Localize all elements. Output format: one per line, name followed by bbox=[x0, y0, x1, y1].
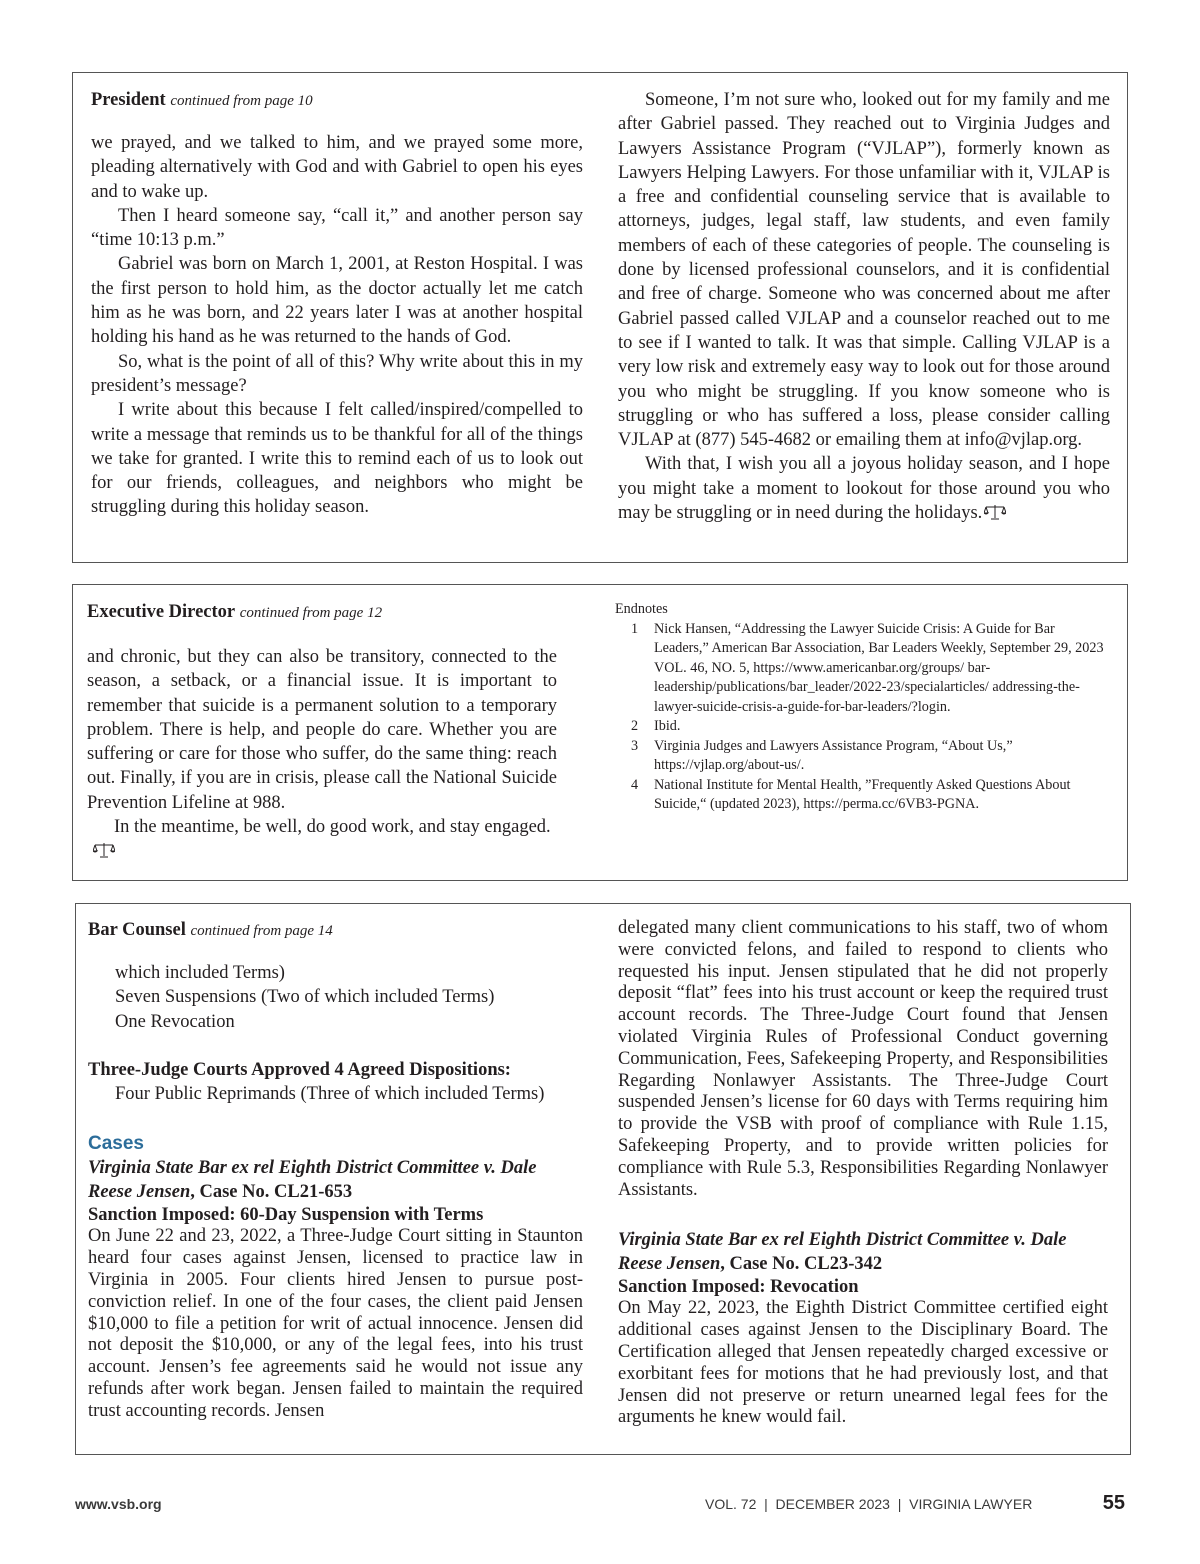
paragraph-text: In the meantime, be well, do good work, and stay engaged. bbox=[114, 817, 551, 838]
endnote-text: Nick Hansen, “Addressing the Lawyer Suicide Crisis: A Guide for Bar Leaders,” American Bar Association, Bar Leaders Weekly, September 29, 2023 VOL. 46, NO. 5, https://www.americanbar.org/groups/ bar-leadership/publications/bar_leader/2022-23/specialarticles/ addressing-the-lawyer-suicide-crisis-a-guide-for-bar-leaders/?login. bbox=[654, 620, 1104, 715]
case-body: On May 22, 2023, the Eighth District Committee certified eight additional cases against Jensen to the Disciplinary Board. The Certification alleged that Jensen repeatedly charged excessive or exorbitant fees for motions that he had previously lost, and that Jensen did not preserve or return unearned legal fees for the arguments he knew would fail. bbox=[618, 1298, 1108, 1428]
bar-counsel-left-column bbox=[88, 918, 583, 1423]
endnote-text: Ibid. bbox=[654, 718, 681, 734]
case-number: , Case No. CL23-342 bbox=[720, 1254, 883, 1275]
bar-counsel-heading bbox=[88, 918, 583, 943]
paragraph: Then I heard someone say, “call it,” and another person say “time 10:13 p.m.” bbox=[91, 205, 583, 251]
scales-of-justice-icon bbox=[984, 504, 1006, 520]
bar-counsel-right-column bbox=[618, 918, 1108, 1429]
continued-note: continued from page 14 bbox=[190, 923, 333, 939]
scales-of-justice-icon bbox=[93, 842, 115, 858]
paragraph: and chronic, but they can also be transitory, connected to the season, a setback, or a financial issue. It is important to remember that suicide is a permanent solution to a temporary problem. There is help, and people do care. Whether you are suffering or care for those who suffer, do the same thing: reach out. Finally, if you are in crisis, please call the National Suicide Prevention Lifeline at 988. bbox=[87, 647, 557, 813]
disposition-line: which included Terms) bbox=[115, 963, 285, 983]
endnote-item bbox=[615, 717, 1105, 737]
endnote-number: 1 bbox=[631, 620, 639, 637]
paragraph: So, what is the point of all of this? Why write about this in my president’s message? bbox=[91, 351, 583, 396]
case-number: , Case No. CL21-653 bbox=[190, 1182, 353, 1203]
cases-heading: Cases bbox=[88, 1133, 144, 1155]
endnote-number: 4 bbox=[631, 776, 639, 793]
case-name: Virginia State Bar ex rel Eighth District Committee v. Dale Reese Jensen bbox=[88, 1158, 537, 1203]
case-body-continued: delegated many client communications to his staff, two of whom were convicted felons, and failed to respond to clients who requested his input. Jensen stipulated that he did not properly deposit “flat” fees into his trust account or keep the required trust account records. The Three-Judge Court found that Jensen violated Virginia Rules of Professional Conduct governing Communication, Fees, Safekeeping Property, and Responsibilities Regarding Nonlawyer Assistants. The Three-Judge Court suspended Jensen’s license for 60 days with Terms requiring him to provide the VSB with proof of compliance with Rule 1.15, Safekeeping Property, and to provide written policies for compliance with Rule 5.3, Responsibilities Regarding Nonlawyer Assistants. bbox=[618, 918, 1108, 1200]
page-number: 55 bbox=[1102, 1492, 1125, 1514]
president-heading bbox=[91, 88, 583, 113]
endnote-text: Virginia Judges and Lawyers Assistance Program, “About Us,” https://vjlap.org/about-us/. bbox=[654, 737, 1013, 773]
section-title: Bar Counsel bbox=[88, 920, 186, 940]
endnotes-list bbox=[615, 620, 1105, 815]
section-title: President bbox=[91, 90, 166, 110]
endnotes bbox=[615, 600, 1105, 815]
case-name: Virginia State Bar ex rel Eighth District Committee v. Dale Reese Jensen bbox=[618, 1230, 1067, 1275]
section-title: Executive Director bbox=[87, 602, 236, 622]
paragraph: Gabriel was born on March 1, 2001, at Reston Hospital. I was the first person to hold him, as the doctor actually let me catch him as he was born, and 22 years later I was at another hospital holding his hand as he was returned to the hands of God. bbox=[91, 254, 583, 348]
case-body: On June 22 and 23, 2022, a Three-Judge Court sitting in Staunton heard four cases against Jensen, licensed to practice law in Virginia in 2005. Four clients hired Jensen to pursue post-conviction relief. In one of the four cases, the client paid Jensen $10,000 to file a petition for writ of actual innocence. Jensen did not deposit the $10,000, or any of the legal fees, into his trust account. Jensen’s fee agreements said he would not issue any refunds after work began. Jensen failed to maintain the required trust accounting records. Jensen bbox=[88, 1226, 583, 1421]
three-judge-heading: Three-Judge Courts Approved 4 Agreed Dispositions: bbox=[88, 1059, 511, 1080]
endnote-item bbox=[615, 620, 1105, 718]
case-title bbox=[88, 1156, 583, 1204]
disposition-line: Seven Suspensions (Two of which included Terms) bbox=[115, 987, 495, 1008]
endnotes-title: Endnotes bbox=[615, 601, 668, 617]
endnote-number: 2 bbox=[631, 718, 639, 734]
paragraph-text: With that, I wish you all a joyous holiday season, and I hope you might take a moment to lookout for those around you who may be struggling or in need during the holidays. bbox=[618, 454, 1110, 524]
continued-note: continued from page 10 bbox=[170, 93, 313, 109]
footer-issue-info: VOL. 72 | DECEMBER 2023 | VIRGINIA LAWYER bbox=[705, 1496, 1033, 1512]
disposition-line: One Revocation bbox=[115, 1011, 235, 1032]
executive-left-column bbox=[87, 600, 557, 864]
sanction-heading: Sanction Imposed: 60-Day Suspension with Terms bbox=[88, 1205, 484, 1226]
paragraph: we prayed, and we talked to him, and we prayed some more, pleading alternatively with God and with Gabriel to open his eyes and to wake up. bbox=[91, 133, 583, 202]
continued-note: continued from page 12 bbox=[239, 605, 383, 621]
endnote-item bbox=[615, 737, 1105, 776]
paragraph: I write about this because I felt called/inspired/compelled to write a message that reminds us to be thankful for all of the things we take for granted. I write this to remind each of us to look out for our friends, colleagues, and neighbors who might be struggling during this holiday season. bbox=[91, 400, 583, 518]
endnote-text: National Institute for Mental Health, ”Frequently Asked Questions About Suicide,“ (updated 2023), https://perma.cc/6VB3-PGNA. bbox=[654, 776, 1071, 812]
footer-website[interactable]: www.vsb.org bbox=[75, 1496, 162, 1512]
executive-heading bbox=[87, 600, 557, 625]
paragraph: Someone, I’m not sure who, looked out for my family and me after Gabriel passed. They reached out to Virginia Judges and Lawyers Assistance Program (“VJLAP”), formerly known as Lawyers Helping Lawyers. For those unfamiliar with it, VJLAP is a free and confidential counseling service that is available to attorneys, judges, legal staff, law students, and even family members of each of these categories of people. The counseling is done by licensed professional counselors, and it is confidential and free of charge. Someone who was concerned about me after Gabriel passed called VJLAP and a counselor reached out to me to see if I wanted to talk. It was that simple. Calling VJLAP is a very low risk and extremely easy way to look out for those around you who might be struggling. If you know someone who is struggling or who has suffered a loss, please consider calling VJLAP at (877) 545-4682 or emailing them at info@vjlap.org. bbox=[618, 90, 1110, 451]
endnote-item bbox=[615, 776, 1105, 815]
paragraph bbox=[87, 815, 557, 864]
president-left-column bbox=[91, 88, 583, 520]
president-right-column bbox=[618, 88, 1110, 525]
sanction-heading: Sanction Imposed: Revocation bbox=[618, 1277, 859, 1298]
disposition-line: Four Public Reprimands (Three of which included Terms) bbox=[115, 1084, 545, 1105]
paragraph bbox=[618, 452, 1110, 525]
case-title bbox=[618, 1228, 1108, 1276]
endnote-number: 3 bbox=[631, 737, 639, 754]
